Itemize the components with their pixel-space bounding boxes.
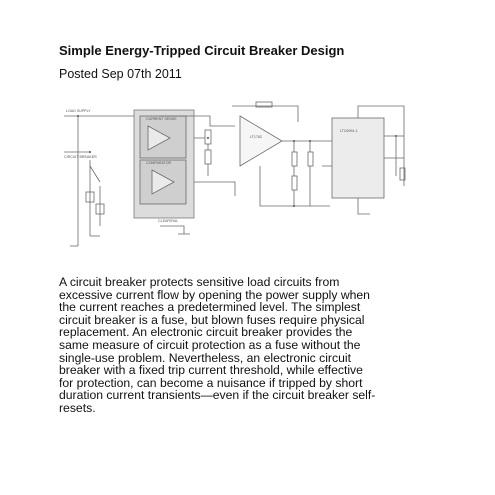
body-line: resets. — [59, 400, 96, 415]
label-load-supply: LOAD SUPPLY — [66, 109, 91, 113]
body-line: A circuit breaker protects sensitive load circuits from — [59, 275, 340, 289]
post-date: Posted Sep 07th 2011 — [59, 67, 182, 81]
body-line: the current reaches a predetermined level. The simplest — [59, 300, 361, 315]
label-clear-fail: CLEAR/FAIL — [158, 219, 179, 223]
body-line: same measure of circuit protection as a fuse without the — [59, 337, 361, 352]
body-line: excessive current flow by opening the power supply when — [59, 287, 370, 302]
body-line: duration current transients—even if the circuit breaker self- — [59, 388, 376, 403]
label-comparator: COMPARATOR — [146, 161, 172, 165]
label-timer-ic: LTC6991-1 — [340, 129, 358, 133]
article-body — [59, 276, 439, 415]
body-line: replacement. An electronic circuit breaker provides the — [59, 325, 353, 340]
body-line: circuit breaker is a fuse, but blown fuses require physical — [59, 312, 365, 327]
label-opamp: LT1782 — [250, 135, 262, 139]
label-circuit-breaker: CIRCUIT BREAKER — [64, 155, 97, 159]
article-title: Simple Energy-Tripped Circuit Breaker Design — [59, 43, 345, 58]
label-current-sense: CURRENT SENSE — [146, 117, 177, 121]
body-line: breaker with a fixed trip current threshold, while effective — [59, 363, 363, 378]
body-line: single-use problem. Nevertheless, an electronic circuit — [59, 350, 351, 365]
body-line: for protection, can become a nuisance if tripped by short — [59, 375, 363, 390]
circuit-schematic-image — [60, 96, 430, 248]
